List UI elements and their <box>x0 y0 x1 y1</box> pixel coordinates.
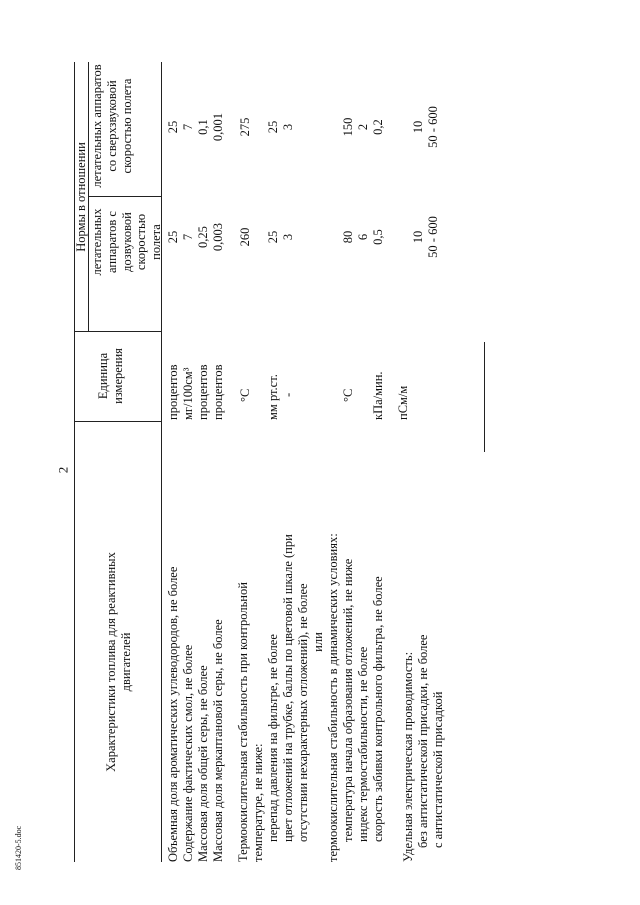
row-noadditive-subsonic: 10 <box>411 230 425 244</box>
row-withadditive-supersonic: 50 - 600 <box>426 106 440 148</box>
row-mercaptan-subsonic: 0,003 <box>211 222 225 252</box>
row-conduct-label: Удельная электрическая проводимость: <box>401 651 415 862</box>
row-index-label: индекс термостабильности, не более <box>356 646 370 842</box>
row-deposit-unit: - <box>281 392 295 397</box>
row-aromatic-label: Объемная доля ароматических углеводородов, не более <box>166 566 180 862</box>
row-mercaptan-supersonic: 0,001 <box>211 112 225 142</box>
row-thermo-unit: °С <box>238 388 252 402</box>
row-resins-label: Содержание фактических смол, не более <box>181 644 195 862</box>
row-mercaptan-unit: процентов <box>211 364 225 420</box>
row-clog-subsonic: 0,5 <box>371 229 385 245</box>
row-noadditive-label: без антистатической присадки, не более <box>416 634 430 848</box>
header-subsonic: летательных аппаратов с дозвуковой скоростью полета <box>90 208 164 276</box>
row-sulfur-unit: процентов <box>196 364 210 420</box>
footer-filename: 851420-5.doc <box>14 825 23 870</box>
row-index-supersonic: 2 <box>356 123 370 131</box>
row-clog-label: скорость забивки контрольного фильтра, не более <box>371 576 385 842</box>
row-pressure-supersonic: 25 <box>266 120 280 134</box>
row-thermo-subsonic: 260 <box>238 227 252 247</box>
row-pressure-label: перепад давления на фильтре, не более <box>266 634 280 842</box>
row-aromatic-subsonic: 25 <box>166 230 180 244</box>
header-supersonic: летательных аппаратов со сверхзвуковой скоростью полета <box>90 64 134 188</box>
signature-line <box>484 342 485 452</box>
header-unit: Единица измерения <box>96 348 125 404</box>
rotated-table-region <box>74 62 570 862</box>
row-tempstart-unit: °С <box>341 388 355 402</box>
unit-column-divider <box>74 421 161 422</box>
or-separator: или <box>311 632 325 652</box>
row-pressure-subsonic: 25 <box>266 230 280 244</box>
row-sulfur-supersonic: 0,1 <box>196 119 210 135</box>
row-tempstart-subsonic: 80 <box>341 230 355 244</box>
row-resins-subsonic: 7 <box>181 233 195 241</box>
row-conduct-unit: пСм/м <box>396 385 410 420</box>
row-withadditive-label: с антистатической присадкой <box>431 691 445 848</box>
row-pressure-unit: мм рт.ст. <box>266 374 280 420</box>
page-number: 2 <box>55 466 71 474</box>
row-thermo-label-2: температуре, не ниже: <box>251 743 265 862</box>
row-deposit-subsonic: 3 <box>281 233 295 241</box>
row-sulfur-subsonic: 0,25 <box>196 226 210 248</box>
fuel-norms-table <box>74 62 570 862</box>
row-noadditive-supersonic: 10 <box>411 120 425 134</box>
row-deposit-supersonic: 3 <box>281 123 295 131</box>
row-sulfur-label: Массовая доля общей серы, не более <box>196 665 210 862</box>
header-bottom-border <box>161 62 162 862</box>
row-aromatic-supersonic: 25 <box>166 120 180 134</box>
row-tempstart-label: температура начала образования отложений, не ниже <box>341 558 355 842</box>
row-thermo-label-1: Термоокислительная стабильность при контрольной <box>236 582 250 862</box>
row-deposit-label-2: отсутствии нехарактерных отложений), не более <box>296 583 310 842</box>
row-mercaptan-label: Массовая доля меркаптановой серы, не более <box>211 619 225 862</box>
header-characteristics: Характеристики топлива для реактивных двигателей <box>104 552 133 772</box>
row-index-subsonic: 6 <box>356 233 370 241</box>
row-clog-unit: кПа/мин. <box>371 371 385 420</box>
row-dynamic-label: термоокислительная стабильность в динамических условиях: <box>326 533 340 862</box>
row-resins-unit: мг/100см³ <box>181 367 195 420</box>
row-tempstart-supersonic: 150 <box>341 117 355 137</box>
row-aromatic-unit: процентов <box>166 364 180 420</box>
row-thermo-supersonic: 275 <box>238 117 252 137</box>
row-withadditive-subsonic: 50 - 600 <box>426 216 440 258</box>
row-resins-supersonic: 7 <box>181 123 195 131</box>
row-deposit-label-1: цвет отложений на трубке, баллы по цветовой шкале (при <box>281 534 295 842</box>
header-norms: Нормы в отношении <box>74 142 88 252</box>
row-clog-supersonic: 0,2 <box>371 119 385 135</box>
